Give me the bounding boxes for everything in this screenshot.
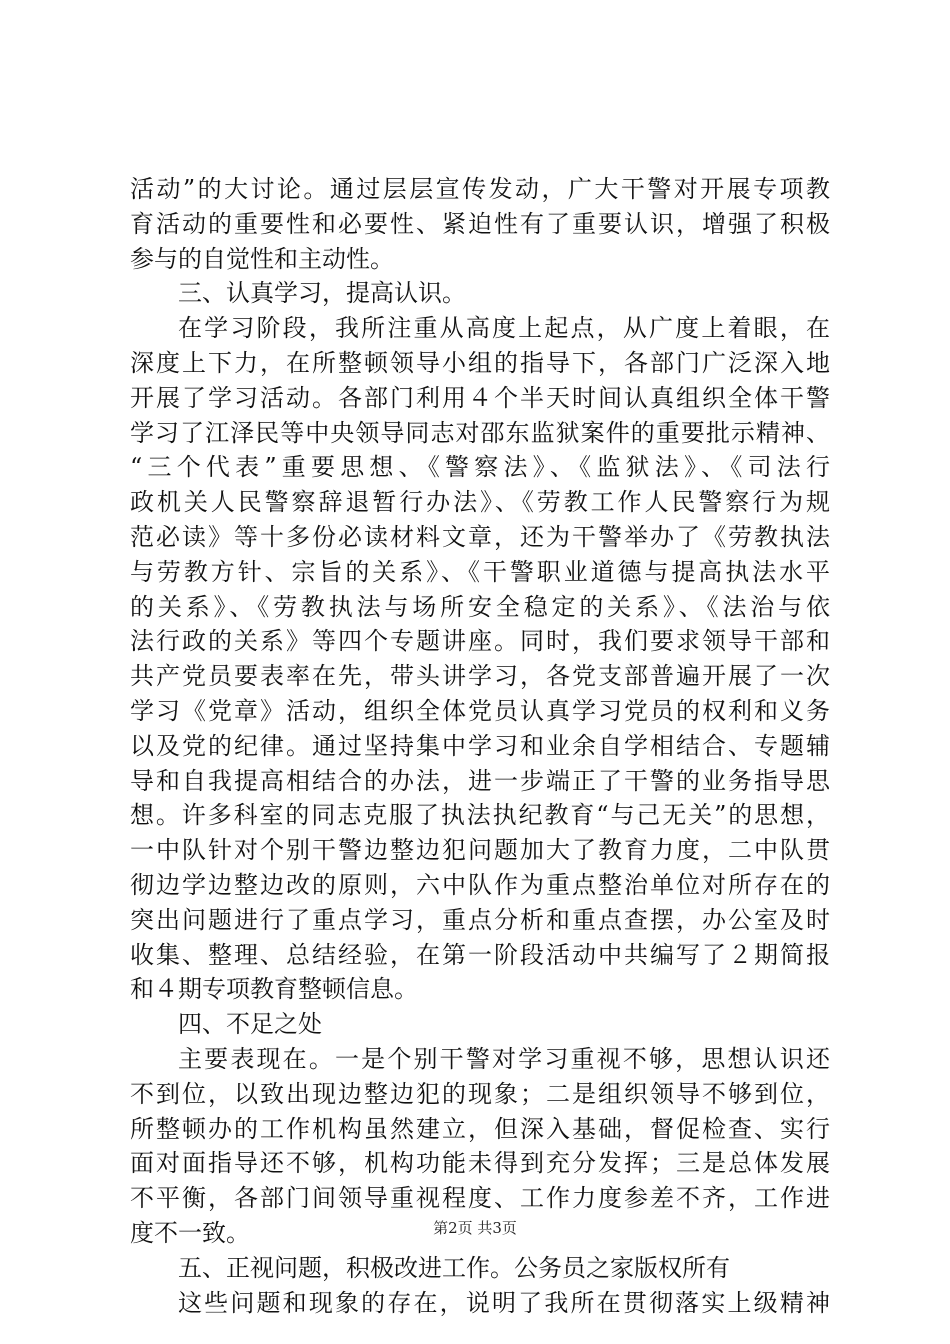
text-line: 法行政的关系》等四个专题讲座。同时，我们要求领导干部和: [130, 627, 830, 656]
text-line: 度不一致。: [130, 1218, 250, 1247]
text-line: 参与的自觉性和主动性。: [130, 244, 394, 273]
text-line: “三个代表”重要思想、《警察法》、《监狱法》、《司法行: [130, 453, 830, 482]
text-line: 以及党的纪律。通过坚持集中学习和业余自学相结合、专题辅: [130, 731, 830, 760]
text-line: 和４期专项教育整顿信息。: [130, 975, 418, 1004]
text-line: 面对面指导还不够，机构功能未得到充分发挥；三是总体发展: [130, 1149, 830, 1178]
text-line: 学习《党章》活动，组织全体党员认真学习党员的权利和义务: [130, 696, 830, 725]
text-line: 共产党员要表率在先，带头讲学习，各党支部普遍开展了一次: [130, 662, 830, 691]
text-line: 突出问题进行了重点学习，重点分析和重点查摆，办公室及时: [130, 905, 830, 934]
text-line: 所整顿办的工作机构虽然建立，但深入基础，督促检查、实行: [130, 1114, 830, 1143]
text-line: 育活动的重要性和必要性、紧迫性有了重要认识，增强了积极: [130, 209, 830, 238]
text-line: 彻边学边整边改的原则，六中队作为重点整治单位对所存在的: [130, 870, 830, 899]
text-line: 深度上下力，在所整顿领导小组的指导下，各部门广泛深入地: [130, 348, 830, 377]
text-line: 四、不足之处: [178, 1010, 322, 1039]
text-line: 这些问题和现象的存在，说明了我所在贯彻落实上级精神: [178, 1288, 830, 1317]
text-line: 收集、整理、总结经验，在第一阶段活动中共编写了２期简报: [130, 940, 830, 969]
text-line: 主要表现在。一是个别干警对学习重视不够，思想认识还: [178, 1044, 830, 1073]
text-line: 不平衡，各部门间领导重视程度、工作力度参差不齐，工作进: [130, 1184, 830, 1213]
text-line: 一中队针对个别干警边整边犯问题加大了教育力度，二中队贯: [130, 836, 830, 865]
text-line: 的关系》、《劳教执法与场所安全稳定的关系》、《法治与依: [130, 592, 830, 621]
text-line: 想。许多科室的同志克服了执法执纪教育“与己无关”的思想，: [130, 801, 830, 830]
page-footer: 第2页 共3页: [433, 1219, 517, 1237]
document-body: [130, 172, 830, 1320]
text-line: 五、正视问题，积极改进工作。公务员之家版权所有: [178, 1253, 730, 1282]
text-line: 活动”的大讨论。通过层层宣传发动，广大干警对开展专项教: [130, 175, 830, 203]
text-line: 范必读》等十多份必读材料文章，还为干警举办了《劳教执法: [130, 522, 830, 551]
text-line: 学习了江泽民等中央领导同志对邵东监狱案件的重要批示精神、: [130, 418, 830, 447]
text-line: 三、认真学习，提高认识。: [178, 279, 466, 308]
text-line: 政机关人民警察辞退暂行办法》、《劳教工作人民警察行为规: [130, 488, 830, 517]
text-line: 不到位，以致出现边整边犯的现象；二是组织领导不够到位，: [130, 1079, 830, 1108]
text-line: 与劳教方针、宗旨的关系》、《干警职业道德与提高执法水平: [130, 557, 830, 586]
text-line: 在学习阶段，我所注重从高度上起点，从广度上着眼，在: [178, 314, 830, 343]
text-line: 开展了学习活动。各部门利用４个半天时间认真组织全体干警: [130, 383, 830, 412]
text-line: 导和自我提高相结合的办法，进一步端正了干警的业务指导思: [130, 766, 830, 795]
